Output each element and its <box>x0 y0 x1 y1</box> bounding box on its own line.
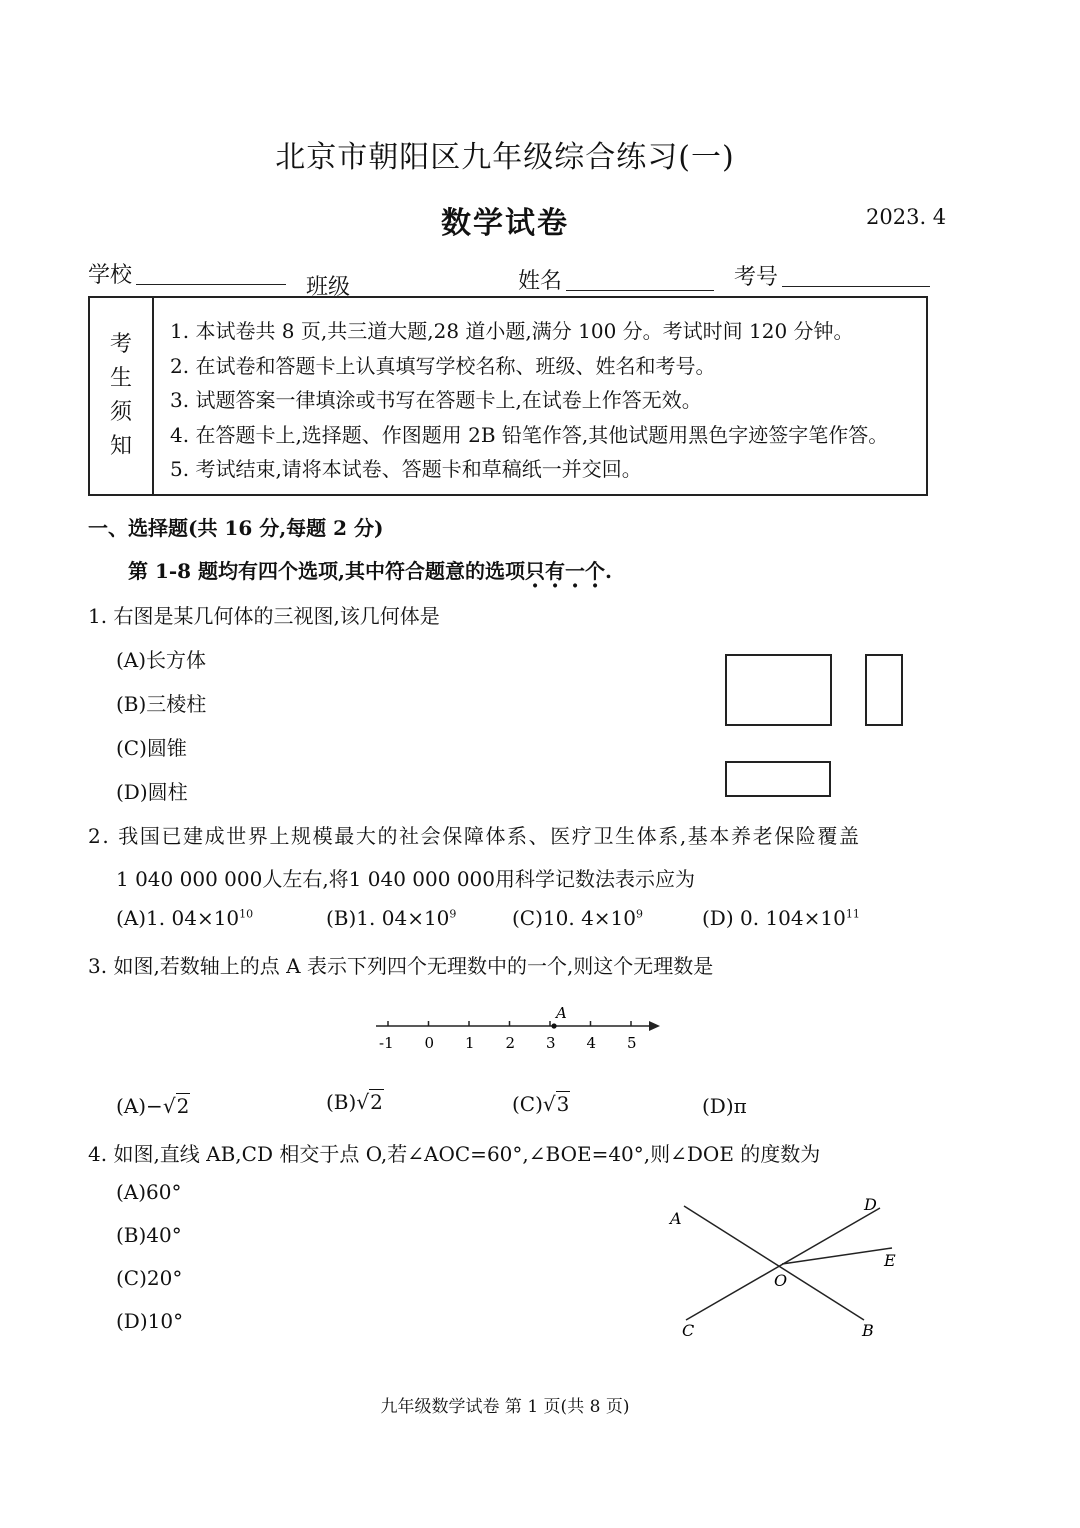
label-o: O <box>774 1271 788 1290</box>
name-label: 姓名 <box>518 269 563 294</box>
tick-label: 4 <box>586 1034 597 1052</box>
option-text: (D) 0. 104×10 <box>702 906 846 930</box>
q4-stem: 4. 如图,直线 AB,CD 相交于点 O,若∠AOC=60°,∠BOE=40°,则∠DOE 的度数为 <box>88 1142 821 1166</box>
instruction-period: . <box>605 559 612 583</box>
q3-option-d[interactable]: (D)π <box>702 1094 747 1118</box>
q1-option-a[interactable]: (A)长方体 <box>116 648 207 672</box>
emphasis-char: 个 <box>585 559 606 583</box>
q1-three-view-figure <box>720 648 920 804</box>
q2-option-d[interactable] <box>702 906 860 930</box>
option-exponent: 10 <box>239 907 254 921</box>
point-a-label: A <box>556 1004 567 1022</box>
notice-head-char: 生 <box>109 366 132 391</box>
emphasis-char: 只 <box>525 559 546 583</box>
q4-option-c[interactable]: (C)20° <box>116 1266 183 1290</box>
exam-notice-box <box>88 296 928 496</box>
side-view-rect <box>866 655 902 725</box>
emphasis-char: 一 <box>565 559 586 583</box>
notice-item: 1. 本试卷共 8 页,共三道大题,28 道小题,满分 100 分。考试时间 120 分钟。 <box>170 319 854 343</box>
exam-no-label: 考号 <box>734 265 779 290</box>
option-exponent: 9 <box>636 907 644 921</box>
q3-stem: 3. 如图,若数轴上的点 A 表示下列四个无理数中的一个,则这个无理数是 <box>88 954 714 978</box>
notice-head-char: 须 <box>109 400 132 425</box>
label-c: C <box>682 1321 695 1340</box>
tick-label: 3 <box>546 1034 556 1052</box>
tick-label: 0 <box>424 1034 435 1052</box>
q3-option-b[interactable]: (B)√2 <box>326 1090 383 1114</box>
ray-oe <box>782 1248 892 1264</box>
exam-no-field[interactable] <box>734 260 930 291</box>
q3-number-line <box>370 1000 670 1060</box>
option-radicand: 2 <box>176 1094 190 1118</box>
option-radicand: 2 <box>370 1090 383 1114</box>
front-view-rect <box>726 655 831 725</box>
label-e: E <box>884 1251 896 1270</box>
point-a-dot <box>551 1023 556 1028</box>
q4-option-b[interactable]: (B)40° <box>116 1223 182 1247</box>
notice-item: 2. 在试卷和答题卡上认真填写学校名称、班级、姓名和考号。 <box>170 353 716 378</box>
q2-option-a[interactable] <box>116 906 253 930</box>
tick-label: 5 <box>627 1034 637 1052</box>
name-blank[interactable] <box>566 289 714 291</box>
exam-no-blank[interactable] <box>782 285 930 287</box>
section-instruction <box>128 555 612 584</box>
tick-label: 1 <box>465 1034 475 1052</box>
notice-item: 3. 试题答案一律填涂或书写在答题卡上,在试卷上作答无效。 <box>170 388 702 412</box>
school-blank[interactable] <box>136 283 286 285</box>
q2-option-c[interactable] <box>512 906 643 930</box>
emphasis-char: 有 <box>545 559 566 583</box>
q1-stem: 1. 右图是某几何体的三视图,该几何体是 <box>88 604 440 628</box>
q1-option-b[interactable]: (B)三棱柱 <box>116 692 207 716</box>
option-text: (B)1. 04×10 <box>326 906 450 930</box>
notice-item: 4. 在答题卡上,选择题、作图题用 2B 铅笔作答,其他试题用黑色字迹签字笔作答。 <box>170 422 889 447</box>
page-subtitle: 数学试卷 <box>441 206 569 241</box>
notice-head-char: 考 <box>109 332 132 357</box>
option-text: (A)1. 04×10 <box>116 906 240 930</box>
option-prefix: (C) <box>512 1092 543 1116</box>
notice-heading <box>90 298 154 494</box>
school-label: 学校 <box>88 263 133 288</box>
label-a: A <box>670 1209 682 1228</box>
name-field[interactable] <box>518 264 714 295</box>
q1-option-d[interactable]: (D)圆柱 <box>116 780 188 804</box>
line-ab <box>684 1206 864 1320</box>
notice-items <box>170 314 888 487</box>
tick-label: 2 <box>505 1034 516 1052</box>
page-title: 北京市朝阳区九年级综合练习(一) <box>275 140 735 175</box>
option-prefix: (B) <box>326 1090 357 1114</box>
section-title: 一、选择题(共 16 分,每题 2 分) <box>88 516 384 540</box>
class-label: 班级 <box>306 275 351 300</box>
q4-intersecting-lines-figure <box>660 1190 920 1350</box>
q2-option-b[interactable] <box>326 906 456 930</box>
number-line-point <box>551 1004 567 1029</box>
q3-option-a[interactable]: (A)−√2 <box>116 1094 190 1118</box>
q2-stem-line1: 2. 我国已建成世界上规模最大的社会保障体系、医疗卫生体系,基本养老保险覆盖 <box>88 824 861 848</box>
tick-label: -1 <box>379 1034 394 1052</box>
q3-option-c[interactable]: (C)√3 <box>512 1092 570 1116</box>
school-field[interactable] <box>88 258 286 289</box>
option-exponent: 11 <box>845 907 860 921</box>
option-radicand: 3 <box>556 1092 570 1116</box>
option-text: (C)10. 4×10 <box>512 906 637 930</box>
page-footer: 九年级数学试卷 第 1 页(共 8 页) <box>380 1397 630 1417</box>
top-view-rect <box>726 762 830 796</box>
q2-stem-line2: 1 040 000 000人左右,将1 040 000 000用科学记数法表示应为 <box>116 867 695 891</box>
q4-option-a[interactable]: (A)60° <box>116 1180 182 1204</box>
q4-option-d[interactable]: (D)10° <box>116 1309 184 1333</box>
instruction-text: 第 1-8 题均有四个选项,其中符合题意的选项 <box>128 559 526 583</box>
option-prefix: (A)− <box>116 1094 163 1118</box>
label-d: D <box>864 1195 877 1214</box>
notice-head-char: 知 <box>109 434 132 459</box>
notice-item: 5. 考试结束,请将本试卷、答题卡和草稿纸一并交回。 <box>170 457 642 481</box>
option-exponent: 9 <box>449 907 457 921</box>
q1-option-c[interactable]: (C)圆锥 <box>116 736 187 760</box>
student-info-row <box>88 258 930 300</box>
label-b: B <box>862 1321 874 1340</box>
number-line-arrow <box>649 1021 660 1031</box>
exam-date: 2023. 4 <box>866 205 947 229</box>
